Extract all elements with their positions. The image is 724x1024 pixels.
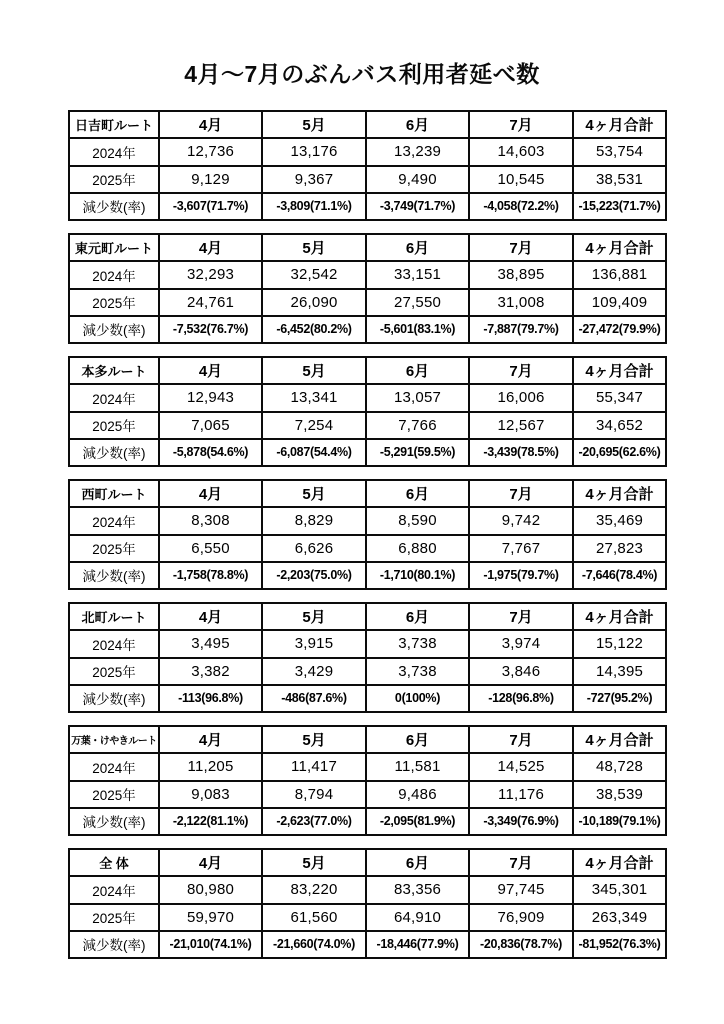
row-label-cell: 2024年 xyxy=(69,876,159,903)
route-name-cell: 東元町ルート xyxy=(69,234,159,261)
value-cell: 3,382 xyxy=(159,658,262,685)
value-cell: 345,301 xyxy=(573,876,666,903)
decrease-value-cell: -27,472(79.9%) xyxy=(573,316,666,343)
table-row xyxy=(69,166,666,193)
decrease-value-cell: -3,439(78.5%) xyxy=(469,439,573,466)
month-header-cell: 5月 xyxy=(262,603,366,630)
row-label-cell: 2024年 xyxy=(69,753,159,780)
value-cell: 33,151 xyxy=(366,261,469,288)
table-row xyxy=(69,781,666,808)
month-header-cell: 7月 xyxy=(469,480,573,507)
value-cell: 15,122 xyxy=(573,630,666,657)
row-label-cell: 2025年 xyxy=(69,781,159,808)
value-cell: 3,738 xyxy=(366,630,469,657)
table-row xyxy=(69,685,666,712)
value-cell: 9,083 xyxy=(159,781,262,808)
decrease-value-cell: -6,087(54.4%) xyxy=(262,439,366,466)
month-header-cell: 4ヶ月合計 xyxy=(573,603,666,630)
route-table-4 xyxy=(68,479,667,590)
value-cell: 136,881 xyxy=(573,261,666,288)
route-name-cell: 全 体 xyxy=(69,849,159,876)
value-cell: 14,603 xyxy=(469,138,573,165)
table-row xyxy=(69,384,666,411)
decrease-value-cell: -81,952(76.3%) xyxy=(573,931,666,958)
value-cell: 76,909 xyxy=(469,904,573,931)
decrease-value-cell: -7,887(79.7%) xyxy=(469,316,573,343)
value-cell: 38,539 xyxy=(573,781,666,808)
value-cell: 12,567 xyxy=(469,412,573,439)
row-label-cell: 2024年 xyxy=(69,630,159,657)
decrease-value-cell: -21,660(74.0%) xyxy=(262,931,366,958)
value-cell: 35,469 xyxy=(573,507,666,534)
value-cell: 7,065 xyxy=(159,412,262,439)
value-cell: 53,754 xyxy=(573,138,666,165)
month-header-cell: 4ヶ月合計 xyxy=(573,234,666,261)
value-cell: 8,829 xyxy=(262,507,366,534)
value-cell: 14,525 xyxy=(469,753,573,780)
month-header-cell: 4月 xyxy=(159,111,262,138)
value-cell: 16,006 xyxy=(469,384,573,411)
month-header-cell: 5月 xyxy=(262,480,366,507)
value-cell: 3,429 xyxy=(262,658,366,685)
table-header-row xyxy=(69,234,666,261)
month-header-cell: 4ヶ月合計 xyxy=(573,357,666,384)
decrease-value-cell: -3,607(71.7%) xyxy=(159,193,262,220)
value-cell: 6,880 xyxy=(366,535,469,562)
table-row xyxy=(69,507,666,534)
decrease-value-cell: -128(96.8%) xyxy=(469,685,573,712)
month-header-cell: 5月 xyxy=(262,849,366,876)
table-row xyxy=(69,535,666,562)
month-header-cell: 4月 xyxy=(159,480,262,507)
month-header-cell: 4ヶ月合計 xyxy=(573,726,666,753)
row-label-cell: 2024年 xyxy=(69,138,159,165)
row-label-cell: 減少数(率) xyxy=(69,193,159,220)
value-cell: 38,895 xyxy=(469,261,573,288)
month-header-cell: 7月 xyxy=(469,111,573,138)
value-cell: 64,910 xyxy=(366,904,469,931)
value-cell: 3,738 xyxy=(366,658,469,685)
value-cell: 11,417 xyxy=(262,753,366,780)
table-row xyxy=(69,931,666,958)
value-cell: 7,254 xyxy=(262,412,366,439)
value-cell: 3,974 xyxy=(469,630,573,657)
value-cell: 32,293 xyxy=(159,261,262,288)
value-cell: 9,129 xyxy=(159,166,262,193)
table-row xyxy=(69,562,666,589)
value-cell: 97,745 xyxy=(469,876,573,903)
value-cell: 6,550 xyxy=(159,535,262,562)
row-label-cell: 減少数(率) xyxy=(69,562,159,589)
table-header-row xyxy=(69,849,666,876)
decrease-value-cell: -727(95.2%) xyxy=(573,685,666,712)
decrease-value-cell: -18,446(77.9%) xyxy=(366,931,469,958)
table-header-row xyxy=(69,357,666,384)
month-header-cell: 6月 xyxy=(366,849,469,876)
month-header-cell: 6月 xyxy=(366,480,469,507)
value-cell: 59,970 xyxy=(159,904,262,931)
value-cell: 8,794 xyxy=(262,781,366,808)
value-cell: 12,736 xyxy=(159,138,262,165)
row-label-cell: 2025年 xyxy=(69,658,159,685)
row-label-cell: 2025年 xyxy=(69,289,159,316)
value-cell: 14,395 xyxy=(573,658,666,685)
month-header-cell: 5月 xyxy=(262,726,366,753)
table-row xyxy=(69,904,666,931)
value-cell: 109,409 xyxy=(573,289,666,316)
table-row xyxy=(69,193,666,220)
month-header-cell: 6月 xyxy=(366,726,469,753)
route-table-5 xyxy=(68,602,667,713)
decrease-value-cell: -3,349(76.9%) xyxy=(469,808,573,835)
decrease-value-cell: -10,189(79.1%) xyxy=(573,808,666,835)
table-header-row xyxy=(69,480,666,507)
table-header-row xyxy=(69,726,666,753)
table-row xyxy=(69,316,666,343)
value-cell: 24,761 xyxy=(159,289,262,316)
table-row xyxy=(69,439,666,466)
decrease-value-cell: -3,809(71.1%) xyxy=(262,193,366,220)
table-row xyxy=(69,412,666,439)
table-row xyxy=(69,876,666,903)
decrease-value-cell: -2,095(81.9%) xyxy=(366,808,469,835)
month-header-cell: 5月 xyxy=(262,357,366,384)
row-label-cell: 減少数(率) xyxy=(69,808,159,835)
value-cell: 11,205 xyxy=(159,753,262,780)
route-name-cell: 本多ルート xyxy=(69,357,159,384)
route-name-cell: 北町ルート xyxy=(69,603,159,630)
row-label-cell: 2025年 xyxy=(69,535,159,562)
value-cell: 263,349 xyxy=(573,904,666,931)
route-table-7 xyxy=(68,848,667,959)
decrease-value-cell: 0(100%) xyxy=(366,685,469,712)
value-cell: 48,728 xyxy=(573,753,666,780)
row-label-cell: 2024年 xyxy=(69,384,159,411)
tables-container xyxy=(68,110,665,959)
table-row xyxy=(69,753,666,780)
month-header-cell: 4月 xyxy=(159,357,262,384)
route-table-6 xyxy=(68,725,667,836)
route-name-cell: 西町ルート xyxy=(69,480,159,507)
value-cell: 9,486 xyxy=(366,781,469,808)
row-label-cell: 減少数(率) xyxy=(69,931,159,958)
value-cell: 3,846 xyxy=(469,658,573,685)
month-header-cell: 5月 xyxy=(262,111,366,138)
value-cell: 6,626 xyxy=(262,535,366,562)
month-header-cell: 7月 xyxy=(469,234,573,261)
value-cell: 61,560 xyxy=(262,904,366,931)
value-cell: 8,308 xyxy=(159,507,262,534)
decrease-value-cell: -2,203(75.0%) xyxy=(262,562,366,589)
row-label-cell: 2025年 xyxy=(69,166,159,193)
value-cell: 3,915 xyxy=(262,630,366,657)
row-label-cell: 2025年 xyxy=(69,904,159,931)
route-name-cell: 日吉町ルート xyxy=(69,111,159,138)
value-cell: 13,239 xyxy=(366,138,469,165)
value-cell: 11,176 xyxy=(469,781,573,808)
month-header-cell: 6月 xyxy=(366,234,469,261)
month-header-cell: 4月 xyxy=(159,726,262,753)
month-header-cell: 6月 xyxy=(366,603,469,630)
decrease-value-cell: -7,532(76.7%) xyxy=(159,316,262,343)
table-header-row xyxy=(69,111,666,138)
value-cell: 13,176 xyxy=(262,138,366,165)
decrease-value-cell: -5,878(54.6%) xyxy=(159,439,262,466)
decrease-value-cell: -1,975(79.7%) xyxy=(469,562,573,589)
value-cell: 38,531 xyxy=(573,166,666,193)
month-header-cell: 4月 xyxy=(159,234,262,261)
row-label-cell: 2024年 xyxy=(69,507,159,534)
decrease-value-cell: -1,758(78.8%) xyxy=(159,562,262,589)
value-cell: 83,356 xyxy=(366,876,469,903)
row-label-cell: 減少数(率) xyxy=(69,685,159,712)
value-cell: 34,652 xyxy=(573,412,666,439)
page-title: 4月～7月のぶんバス利用者延べ数 xyxy=(184,61,540,87)
route-table-3 xyxy=(68,356,667,467)
table-row xyxy=(69,261,666,288)
table-row xyxy=(69,808,666,835)
row-label-cell: 2024年 xyxy=(69,261,159,288)
value-cell: 80,980 xyxy=(159,876,262,903)
month-header-cell: 7月 xyxy=(469,357,573,384)
decrease-value-cell: -2,623(77.0%) xyxy=(262,808,366,835)
value-cell: 12,943 xyxy=(159,384,262,411)
value-cell: 27,550 xyxy=(366,289,469,316)
table-row xyxy=(69,289,666,316)
table-row xyxy=(69,138,666,165)
value-cell: 31,008 xyxy=(469,289,573,316)
month-header-cell: 4月 xyxy=(159,603,262,630)
month-header-cell: 4月 xyxy=(159,849,262,876)
month-header-cell: 7月 xyxy=(469,603,573,630)
value-cell: 10,545 xyxy=(469,166,573,193)
value-cell: 32,542 xyxy=(262,261,366,288)
decrease-value-cell: -3,749(71.7%) xyxy=(366,193,469,220)
decrease-value-cell: -113(96.8%) xyxy=(159,685,262,712)
month-header-cell: 5月 xyxy=(262,234,366,261)
decrease-value-cell: -15,223(71.7%) xyxy=(573,193,666,220)
value-cell: 8,590 xyxy=(366,507,469,534)
row-label-cell: 2025年 xyxy=(69,412,159,439)
table-row xyxy=(69,630,666,657)
decrease-value-cell: -4,058(72.2%) xyxy=(469,193,573,220)
month-header-cell: 6月 xyxy=(366,111,469,138)
decrease-value-cell: -6,452(80.2%) xyxy=(262,316,366,343)
month-header-cell: 4ヶ月合計 xyxy=(573,480,666,507)
value-cell: 27,823 xyxy=(573,535,666,562)
value-cell: 11,581 xyxy=(366,753,469,780)
table-header-row xyxy=(69,603,666,630)
route-table-2 xyxy=(68,233,667,344)
decrease-value-cell: -20,695(62.6%) xyxy=(573,439,666,466)
value-cell: 9,490 xyxy=(366,166,469,193)
value-cell: 3,495 xyxy=(159,630,262,657)
table-row xyxy=(69,658,666,685)
value-cell: 7,767 xyxy=(469,535,573,562)
value-cell: 83,220 xyxy=(262,876,366,903)
value-cell: 9,367 xyxy=(262,166,366,193)
route-name-cell: 万葉・けやきルート xyxy=(69,726,159,753)
value-cell: 13,341 xyxy=(262,384,366,411)
decrease-value-cell: -5,601(83.1%) xyxy=(366,316,469,343)
row-label-cell: 減少数(率) xyxy=(69,316,159,343)
month-header-cell: 4ヶ月合計 xyxy=(573,111,666,138)
value-cell: 7,766 xyxy=(366,412,469,439)
decrease-value-cell: -21,010(74.1%) xyxy=(159,931,262,958)
route-table-1 xyxy=(68,110,667,221)
decrease-value-cell: -486(87.6%) xyxy=(262,685,366,712)
decrease-value-cell: -7,646(78.4%) xyxy=(573,562,666,589)
month-header-cell: 7月 xyxy=(469,726,573,753)
value-cell: 55,347 xyxy=(573,384,666,411)
decrease-value-cell: -2,122(81.1%) xyxy=(159,808,262,835)
month-header-cell: 4ヶ月合計 xyxy=(573,849,666,876)
month-header-cell: 6月 xyxy=(366,357,469,384)
row-label-cell: 減少数(率) xyxy=(69,439,159,466)
month-header-cell: 7月 xyxy=(469,849,573,876)
value-cell: 13,057 xyxy=(366,384,469,411)
decrease-value-cell: -20,836(78.7%) xyxy=(469,931,573,958)
decrease-value-cell: -1,710(80.1%) xyxy=(366,562,469,589)
decrease-value-cell: -5,291(59.5%) xyxy=(366,439,469,466)
value-cell: 9,742 xyxy=(469,507,573,534)
value-cell: 26,090 xyxy=(262,289,366,316)
